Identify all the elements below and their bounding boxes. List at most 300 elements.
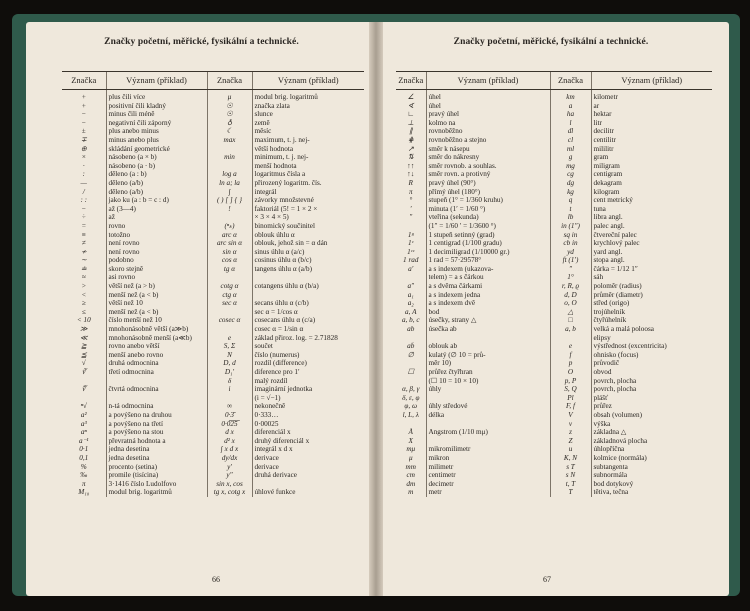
symbol-cell: ctg α [207, 291, 252, 300]
symbol-cell: ∟ [407, 110, 415, 119]
table-row [62, 394, 364, 403]
meaning-cell: malý rozdíl [252, 377, 364, 386]
symbol-cell: ☉ [207, 110, 252, 119]
meaning-cell: vteřina (sekunda) [426, 213, 550, 222]
symbol-cell: q [550, 196, 591, 205]
meaning-cell: ar [591, 102, 712, 111]
table-row [396, 359, 712, 368]
symbol-cell: tg x, cotg x [207, 488, 252, 497]
table-row [62, 368, 364, 377]
symbol-cell: yd [550, 248, 591, 257]
symbol-cell: ≐ [80, 264, 87, 273]
meaning-cell: kolmice (normála) [591, 454, 712, 463]
symbol-cell: d x [207, 428, 252, 437]
meaning-cell: až [106, 213, 207, 222]
symbol-cell: ft (1′) [550, 256, 591, 265]
symbol-cell: cb in [550, 239, 591, 248]
symbol-cell: p, P [550, 377, 591, 386]
meaning-cell: čtvrtá odmocnina [106, 385, 207, 394]
meaning-cell: není rovno [106, 248, 207, 257]
symbol-cell: ↑↑ [407, 161, 415, 170]
meaning-cell: základna △ [591, 428, 712, 437]
symbol-cell: ≠ [81, 239, 86, 248]
symbol-cell: cl [550, 136, 591, 145]
symbol-cell: ⊕ [80, 144, 87, 153]
symbol-cell: (ⁿₖ) [207, 222, 252, 231]
symbol-cell: Pl [550, 394, 591, 403]
symbol-cell: cg [550, 170, 591, 179]
symbol-cell: δ [207, 377, 252, 386]
meaning-cell: centilitr [591, 136, 712, 145]
table-row [396, 127, 712, 136]
meaning-cell: rovno [106, 222, 207, 231]
meaning-cell: cosec α = 1/sin α [252, 325, 364, 334]
meaning-cell [426, 420, 550, 429]
symbol-cell: lb [550, 213, 591, 222]
symbol-cell: ! [207, 205, 252, 214]
meaning-cell: n-tá odmocnina [106, 402, 207, 411]
meaning-cell: směr rovn. a protivný [426, 170, 550, 179]
table-row [396, 239, 712, 248]
symbol-cell: < 10 [76, 316, 91, 325]
symbol-cell: ∜ [81, 385, 87, 394]
symbol-cell: tg α [207, 265, 252, 274]
symbol-cell: d² x [207, 437, 252, 446]
meaning-cell: měr 10) [426, 359, 550, 368]
symbol-cell: a² [80, 410, 87, 419]
symbol-cell: mg [550, 162, 591, 171]
table-row [396, 394, 712, 403]
table-row [62, 463, 364, 472]
symbol-cell: S, Σ [207, 342, 252, 351]
table-row [62, 445, 364, 454]
meaning-cell: 1 decimiligrad (1/10000 gr.) [426, 248, 550, 257]
meaning-cell: průvodič [591, 359, 712, 368]
table-row [396, 308, 712, 317]
symbol-cell: km [550, 90, 591, 102]
symbol-cell: ± [81, 127, 86, 136]
meaning-cell: a povýšeno na třetí [106, 420, 207, 429]
symbol-cell: R [408, 178, 413, 187]
meaning-cell: × 3 × 4 × 5) [252, 213, 364, 222]
table-row [62, 471, 364, 480]
meaning-cell: přímý úhel (180°) [426, 188, 550, 197]
symbol-cell: △ [550, 308, 591, 317]
meaning-cell: positivní čili kladný [106, 102, 207, 111]
table-row [396, 325, 712, 334]
meaning-cell: pravý úhel [426, 110, 550, 119]
symbol-cell: > [81, 282, 87, 291]
meaning-cell: centimetr [426, 471, 550, 480]
symbol-cell [396, 420, 426, 429]
meaning-cell: subtangenta [591, 463, 712, 472]
meaning-cell: úhlové funkce [252, 488, 364, 497]
symbol-cell: × [81, 153, 87, 162]
symbol-cell: dg [550, 179, 591, 188]
meaning-cell: (i = √−1) [252, 394, 364, 403]
meaning-cell: převratná hodnota a [106, 437, 207, 446]
table-row [396, 170, 712, 179]
symbol-cell: ∢ [407, 101, 414, 110]
symbol-cell: 0·0̅2̅5̅ [207, 420, 252, 429]
meaning-cell: přirozený logaritm. čís. [252, 179, 364, 188]
symbol-cell: π [81, 479, 86, 488]
symbol-cell: 1° [550, 273, 591, 282]
symbol-cell [207, 145, 252, 154]
table-row [62, 256, 364, 265]
meaning-cell: a povýšeno na stou [106, 428, 207, 437]
meaning-cell: druhá odmocnina [106, 359, 207, 368]
table-row [396, 205, 712, 214]
symbol-cell: − [81, 110, 87, 119]
symbol-cell: in (1″) [550, 222, 591, 231]
symbol-cell: cos α [207, 256, 252, 265]
left-page [26, 22, 369, 596]
table-row [396, 299, 712, 308]
meaning-cell: větší hodnota [252, 145, 364, 154]
symbol-cell: arc sin α [207, 239, 252, 248]
meaning-cell: rovnoběžno [426, 127, 550, 136]
symbol-cell: m [408, 488, 414, 497]
meaning-cell: základnová plocha [591, 437, 712, 446]
symbol-cell: a, b, c [401, 316, 420, 325]
table-row [62, 205, 364, 214]
symbol-cell: sin α [207, 248, 252, 257]
meaning-cell [426, 437, 550, 446]
meaning-cell: hektar [591, 110, 712, 119]
meaning-cell: imaginární jednotka [252, 385, 364, 394]
meaning-cell: číslo menší než 10 [106, 316, 207, 325]
meaning-cell [426, 394, 550, 403]
symbol-cell: ml [550, 145, 591, 154]
meaning-cell: úhlopříčna [591, 445, 712, 454]
meaning-cell: není rovno [106, 239, 207, 248]
symbol-cell: ≥ [81, 299, 86, 308]
symbol-cell: a [550, 102, 591, 111]
meaning-cell: čtvereční palec [591, 231, 712, 240]
table-row [62, 359, 364, 368]
symbol-cell: ☾ [207, 127, 252, 136]
table-row [62, 325, 364, 334]
symbol-cell: i [207, 385, 252, 394]
meaning-cell: a s indexem jedna [426, 291, 550, 300]
meaning-cell: modul brig. logaritmů [106, 488, 207, 497]
meaning-cell: stopa angl. [591, 256, 712, 265]
symbol-cell [62, 394, 106, 403]
symbol-cell: % [80, 462, 87, 471]
symbol-cell: ° [409, 196, 413, 205]
right-table-header [396, 72, 712, 90]
symbol-cell: a, b [550, 325, 591, 334]
meaning-cell: druhý diferenciál x [252, 437, 364, 446]
meaning-cell: sec α = 1/cos α [252, 308, 364, 317]
table-row [62, 102, 364, 111]
table-row [62, 437, 364, 446]
meaning-cell: a s indexem (ukazova- [426, 265, 550, 274]
symbol-cell: μ [207, 90, 252, 102]
meaning-cell: úsečky, strany △ [426, 316, 550, 325]
meaning-cell: čárka = 1/12 1″ [591, 265, 712, 274]
meaning-cell: plášť [591, 394, 712, 403]
right-header-symbol-2: Značka [550, 72, 591, 90]
symbol-cell: : : [80, 196, 88, 205]
meaning-cell: plus čili více [106, 90, 207, 102]
meaning-cell: logaritmus čísla a [252, 170, 364, 179]
meaning-cell: úhly [426, 385, 550, 394]
symbol-cell: ∥ [408, 127, 413, 136]
meaning-cell: mililitr [591, 145, 712, 154]
symbol-cell: ⁿ√ [80, 402, 87, 411]
right-page [383, 22, 729, 596]
symbol-cell: + [81, 101, 87, 110]
meaning-cell: cent metrický [591, 196, 712, 205]
meaning-cell: minus anebo plus [106, 136, 207, 145]
meaning-cell: minimum, t. j. nej- [252, 153, 364, 162]
meaning-cell: čtyřúhelník [591, 316, 712, 325]
meaning-cell: menší než (a < b) [106, 308, 207, 317]
table-row [396, 368, 712, 377]
meaning-cell: faktoriál (5! = 1 × 2 × [252, 205, 364, 214]
symbol-cell: o, O [550, 299, 591, 308]
symbol-cell: e [550, 342, 591, 351]
meaning-cell: minus čili méně [106, 110, 207, 119]
meaning-cell: děleno (a : b) [106, 170, 207, 179]
table-row [396, 188, 712, 197]
meaning-cell: krychlový palec [591, 239, 712, 248]
right-header-symbol-1: Značka [396, 72, 426, 90]
symbol-cell: π [408, 187, 413, 196]
symbol-cell: N [207, 351, 252, 360]
meaning-cell: kilometr [591, 90, 712, 102]
symbol-cell: a, A [405, 307, 417, 316]
symbol-cell: ∫ [207, 188, 252, 197]
symbol-cell: ′ [409, 204, 412, 213]
meaning-cell: (☐ 10 = 10 × 10) [426, 377, 550, 386]
symbol-cell: □ [550, 316, 591, 325]
table-row [62, 136, 364, 145]
symbol-cell [207, 394, 252, 403]
meaning-cell: stupeň (1° = 1/360 kruhu) [426, 196, 550, 205]
symbol-cell [396, 359, 426, 368]
symbol-cell: u [550, 445, 591, 454]
meaning-cell: násobeno (a × b) [106, 153, 207, 162]
symbol-cell: a″ [407, 282, 415, 291]
meaning-cell: větší než (a > b) [106, 282, 207, 291]
meaning-cell: a s dvěma čárkami [426, 282, 550, 291]
table-row [396, 351, 712, 360]
table-row [396, 471, 712, 480]
table-row [62, 179, 364, 188]
symbol-cell: ≪ [79, 333, 88, 342]
meaning-cell: výška [591, 420, 712, 429]
left-page-number: 66 [212, 575, 220, 584]
left-symbol-table [62, 71, 364, 497]
meaning-cell: mnohonásobně větší (a≫b) [106, 325, 207, 334]
table-row [396, 420, 712, 429]
symbol-cell: arc α [207, 231, 252, 240]
meaning-cell: sáh [591, 273, 712, 282]
table-row [62, 291, 364, 300]
meaning-cell: obsah (volumen) [591, 411, 712, 420]
meaning-cell: subnormála [591, 471, 712, 480]
meaning-cell: Angstrom (1/10 mμ) [426, 428, 550, 437]
right-header-meaning-1: Význam (příklad) [426, 72, 550, 90]
symbol-cell: α, β, γ [402, 385, 420, 394]
symbol-cell [207, 213, 252, 222]
table-row [396, 145, 712, 154]
symbol-cell: ∛ [81, 368, 87, 376]
symbol-cell: 1ᶜᶜ [407, 247, 415, 256]
table-row [396, 282, 712, 291]
symbol-cell: — [80, 178, 87, 187]
symbol-cell: mμ [406, 445, 416, 454]
table-row [62, 411, 364, 420]
symbol-cell: z [550, 428, 591, 437]
left-header-meaning-2: Význam (příklad) [252, 72, 364, 90]
meaning-cell: povrch, plocha [591, 385, 712, 394]
meaning-cell: miligram [591, 162, 712, 171]
left-header-symbol-1: Značka [62, 72, 106, 90]
symbol-cell: sin x, cos [207, 480, 252, 489]
symbol-cell: ≡ [81, 230, 87, 239]
symbol-cell: v [550, 420, 591, 429]
symbol-cell: 0·1 [79, 445, 89, 454]
table-row [62, 308, 364, 317]
meaning-cell: povrch, plocha [591, 377, 712, 386]
table-row [62, 428, 364, 437]
table-row [396, 222, 712, 231]
meaning-cell: dekagram [591, 179, 712, 188]
symbol-cell: 0,1 [79, 453, 89, 462]
table-row [62, 188, 364, 197]
meaning-cell: jedna desetina [106, 445, 207, 454]
meaning-cell: telem) = a s čárkou [426, 273, 550, 282]
meaning-cell [252, 273, 364, 282]
symbol-cell: / [82, 187, 85, 196]
meaning-cell: menší než (a < b) [106, 291, 207, 300]
symbol-cell: s T [550, 463, 591, 472]
table-row [62, 480, 364, 489]
meaning-cell: nekonečně [252, 402, 364, 411]
table-row [62, 196, 364, 205]
symbol-cell: ∅ [407, 350, 414, 359]
symbol-cell: r, R, ϱ [550, 282, 591, 291]
symbol-cell: V [550, 411, 591, 420]
meaning-cell: cotangens úhlu α (b/a) [252, 282, 364, 291]
symbol-cell: cosec α [207, 316, 252, 325]
symbol-cell: ∠ [407, 93, 414, 101]
symbol-cell: cm [406, 471, 415, 480]
meaning-cell: úhel [426, 102, 550, 111]
meaning-cell: skládání geometrické [106, 145, 207, 154]
meaning-cell: děleno (a/b) [106, 188, 207, 197]
table-row [396, 463, 712, 472]
table-row [62, 282, 364, 291]
symbol-cell: < [81, 290, 87, 299]
symbol-cell [396, 273, 426, 282]
symbol-cell: ln a; la [207, 179, 252, 188]
symbol-cell: 1ᶜ [408, 239, 414, 248]
meaning-cell: základ přiroz. log. = 2.71828 [252, 334, 364, 343]
left-header-meaning-1: Význam (příklad) [106, 72, 207, 90]
meaning-cell: číslo (numerus) [252, 351, 364, 360]
meaning-cell: procento (setina) [106, 463, 207, 472]
table-row [396, 445, 712, 454]
symbol-cell: t [550, 205, 591, 214]
meaning-cell: větší než 10 [106, 299, 207, 308]
symbol-cell: l, L, λ [402, 410, 419, 419]
meaning-cell: integrál x d x [252, 445, 364, 454]
symbol-cell: ⇅ [407, 153, 414, 162]
meaning-cell: binomický součinitel [252, 222, 364, 231]
meaning-cell: cosecans úhlu α (c/a) [252, 316, 364, 325]
table-row [62, 90, 364, 102]
table-row [62, 170, 364, 179]
meaning-cell: 0·333… [252, 411, 364, 420]
symbol-cell: log a [207, 170, 252, 179]
meaning-cell: střed (origo) [591, 299, 712, 308]
table-row [396, 179, 712, 188]
symbol-cell: K, N [550, 454, 591, 463]
symbol-cell: = [81, 221, 87, 230]
symbol-cell: ≈ [81, 273, 86, 282]
meaning-cell: 3·1416 číslo Ludolfovo [106, 480, 207, 489]
symbol-cell: ‰ [80, 471, 88, 480]
symbol-cell: ≧ [80, 342, 87, 351]
table-row [396, 248, 712, 257]
book-gutter [369, 22, 383, 596]
symbol-cell: t, T [550, 480, 591, 489]
symbol-cell [207, 273, 252, 282]
symbol-cell [396, 334, 426, 343]
meaning-cell: diference pro 1′ [252, 368, 364, 377]
symbol-cell: y″ [207, 471, 252, 480]
meaning-cell: druhá derivace [252, 471, 364, 480]
symbol-cell: M₁₀ [78, 488, 90, 497]
meaning-cell: (1″ = 1/60 ′ = 1/3600 °) [426, 222, 550, 231]
meaning-cell: tuna [591, 205, 712, 214]
right-table-body [396, 90, 712, 497]
meaning-cell: pravý úhel (90°) [426, 179, 550, 188]
symbol-cell [207, 162, 252, 171]
table-row [396, 342, 712, 351]
symbol-cell [396, 222, 426, 231]
table-row [396, 411, 712, 420]
symbol-cell [207, 325, 252, 334]
symbol-cell: ″ [409, 213, 413, 222]
meaning-cell: 1 stupeň setinný (grad) [426, 231, 550, 240]
meaning-cell: směr k násepu [426, 145, 550, 154]
symbol-cell: s N [550, 471, 591, 480]
meaning-cell: oblouk úhlu α [252, 231, 364, 240]
table-row [62, 342, 364, 351]
symbol-cell: X [408, 436, 413, 445]
symbol-cell: ∓ [80, 135, 87, 144]
symbol-cell: kg [550, 188, 591, 197]
symbol-cell: : [82, 170, 85, 179]
meaning-cell: decimetr [426, 480, 550, 489]
meaning-cell: trojúhelník [591, 308, 712, 317]
table-row [396, 377, 712, 386]
meaning-cell: maximum, t. j. nej- [252, 136, 364, 145]
symbol-cell: δ, ε, φ [402, 393, 420, 402]
symbol-cell: min [207, 153, 252, 162]
table-row [62, 351, 364, 360]
meaning-cell: úhly středové [426, 402, 550, 411]
table-row [396, 231, 712, 240]
meaning-cell: násobeno (a · b) [106, 162, 207, 171]
table-row [62, 222, 364, 231]
